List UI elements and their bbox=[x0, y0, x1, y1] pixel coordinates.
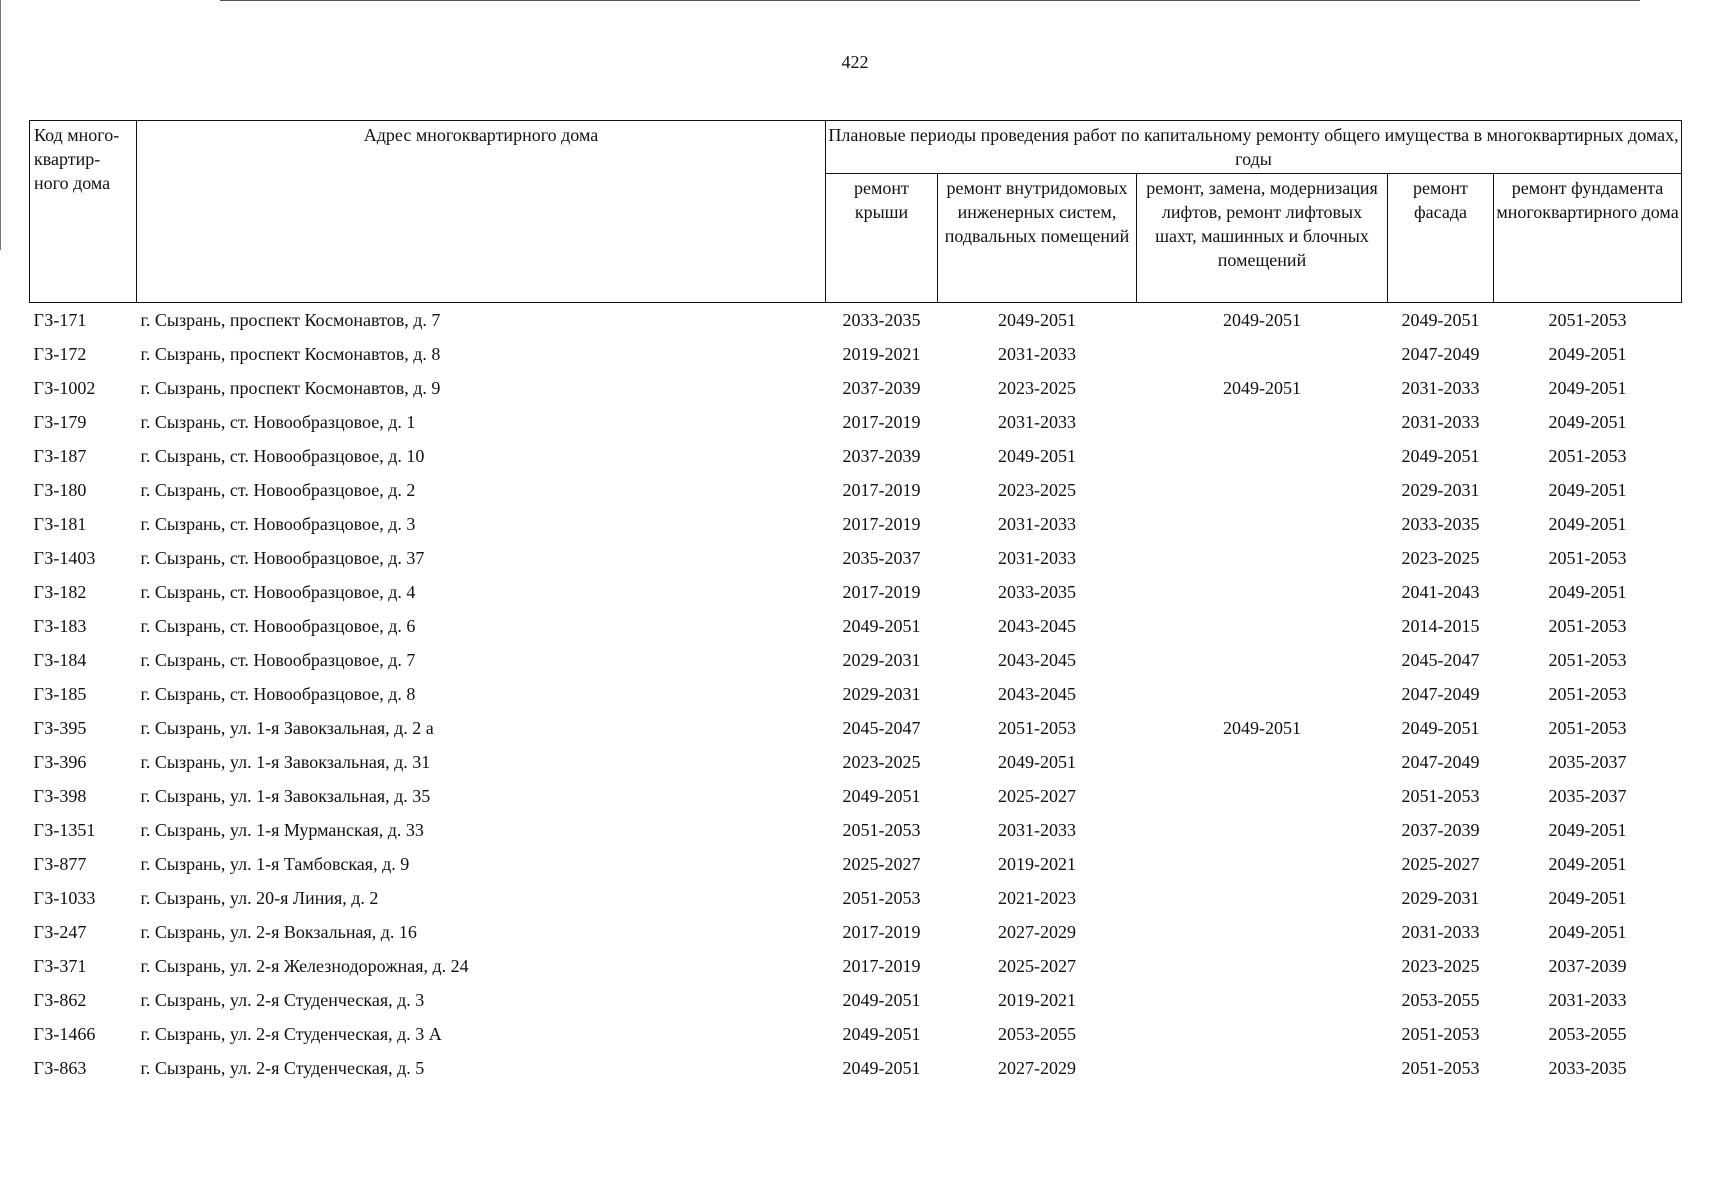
cell-foundation: 2035-2037 bbox=[1548, 751, 1627, 772]
cell-code: ГЗ-371 bbox=[33, 955, 87, 976]
cell-lift: 2049-2051 bbox=[1223, 377, 1301, 398]
scan-edge-left bbox=[0, 0, 1, 250]
cell-lift bbox=[1137, 643, 1388, 677]
cell-lift bbox=[1137, 439, 1388, 473]
cell-code: ГЗ-187 bbox=[33, 445, 87, 466]
cell-code: ГЗ-863 bbox=[33, 1057, 87, 1078]
cell-address: г. Сызрань, ул. 2-я Студенческая, д. 3 А bbox=[140, 1023, 442, 1044]
scan-edge-top bbox=[220, 0, 1640, 1]
cell-engineering: 2031-2033 bbox=[998, 411, 1076, 432]
cell-engineering: 2031-2033 bbox=[998, 513, 1076, 534]
header-address: Адрес многоквартирного дома bbox=[137, 121, 826, 303]
table-row bbox=[30, 609, 1682, 643]
cell-address: г. Сызрань, ул. 1-я Завокзальная, д. 31 bbox=[140, 751, 431, 772]
cell-address: г. Сызрань, ст. Новообразцовое, д. 2 bbox=[140, 479, 416, 500]
header-roof-repair: ремонт крыши bbox=[826, 174, 938, 303]
cell-foundation: 2037-2039 bbox=[1548, 955, 1627, 976]
cell-foundation: 2049-2051 bbox=[1548, 853, 1627, 874]
cell-facade: 2031-2033 bbox=[1401, 377, 1480, 398]
cell-foundation: 2051-2053 bbox=[1548, 615, 1627, 636]
cell-facade: 2047-2049 bbox=[1401, 751, 1480, 772]
cell-roof: 2017-2019 bbox=[842, 411, 921, 432]
table-row bbox=[30, 711, 1682, 745]
table-body bbox=[30, 303, 1682, 1086]
table-row bbox=[30, 1017, 1682, 1051]
cell-address: г. Сызрань, ст. Новообразцовое, д. 6 bbox=[140, 615, 416, 636]
repair-schedule-table bbox=[29, 120, 1682, 1085]
cell-code: ГЗ-184 bbox=[33, 649, 87, 670]
cell-foundation: 2049-2051 bbox=[1548, 887, 1627, 908]
cell-address: г. Сызрань, ул. 1-я Мурманская, д. 33 bbox=[140, 819, 424, 840]
cell-foundation: 2049-2051 bbox=[1548, 343, 1627, 364]
table-row bbox=[30, 473, 1682, 507]
table-row bbox=[30, 881, 1682, 915]
cell-roof: 2035-2037 bbox=[842, 547, 921, 568]
cell-foundation: 2033-2035 bbox=[1548, 1057, 1627, 1078]
cell-foundation: 2049-2051 bbox=[1548, 377, 1627, 398]
cell-lift bbox=[1137, 609, 1388, 643]
cell-facade: 2014-2015 bbox=[1401, 615, 1480, 636]
cell-lift bbox=[1137, 1051, 1388, 1085]
cell-address: г. Сызрань, проспект Космонавтов, д. 7 bbox=[140, 309, 441, 330]
table-row bbox=[30, 1051, 1682, 1085]
cell-foundation: 2051-2053 bbox=[1548, 309, 1627, 330]
table-row bbox=[30, 541, 1682, 575]
cell-engineering: 2019-2021 bbox=[998, 853, 1076, 874]
cell-roof: 2025-2027 bbox=[842, 853, 921, 874]
table-row bbox=[30, 439, 1682, 473]
cell-engineering: 2043-2045 bbox=[998, 683, 1076, 704]
cell-code: ГЗ-398 bbox=[33, 785, 87, 806]
cell-roof: 2029-2031 bbox=[842, 683, 921, 704]
cell-address: г. Сызрань, проспект Космонавтов, д. 9 bbox=[140, 377, 441, 398]
cell-address: г. Сызрань, ст. Новообразцовое, д. 4 bbox=[140, 581, 416, 602]
cell-engineering: 2031-2033 bbox=[998, 547, 1076, 568]
cell-foundation: 2051-2053 bbox=[1548, 445, 1627, 466]
cell-facade: 2025-2027 bbox=[1401, 853, 1480, 874]
cell-code: ГЗ-1403 bbox=[33, 547, 96, 568]
cell-facade: 2051-2053 bbox=[1401, 785, 1480, 806]
cell-roof: 2049-2051 bbox=[842, 615, 921, 636]
cell-address: г. Сызрань, ул. 2-я Студенческая, д. 5 bbox=[140, 1057, 425, 1078]
cell-code: ГЗ-185 bbox=[33, 683, 87, 704]
cell-roof: 2023-2025 bbox=[842, 751, 921, 772]
cell-engineering: 2043-2045 bbox=[998, 615, 1076, 636]
cell-lift bbox=[1137, 983, 1388, 1017]
cell-facade: 2047-2049 bbox=[1401, 343, 1480, 364]
cell-lift bbox=[1137, 541, 1388, 575]
cell-lift bbox=[1137, 915, 1388, 949]
cell-code: ГЗ-181 bbox=[33, 513, 87, 534]
cell-facade: 2053-2055 bbox=[1401, 989, 1480, 1010]
cell-foundation: 2049-2051 bbox=[1548, 513, 1627, 534]
cell-code: ГЗ-179 bbox=[33, 411, 87, 432]
cell-lift: 2049-2051 bbox=[1223, 717, 1301, 738]
cell-address: г. Сызрань, ул. 2-я Железнодорожная, д. 24 bbox=[140, 955, 469, 976]
table-row bbox=[30, 949, 1682, 983]
cell-engineering: 2031-2033 bbox=[998, 819, 1076, 840]
header-lift-repair: ремонт, замена, модернизация лифтов, ремонт лифтовых шахт, машинных и блочных помещений bbox=[1137, 174, 1388, 303]
cell-engineering: 2031-2033 bbox=[998, 343, 1076, 364]
cell-roof: 2019-2021 bbox=[842, 343, 921, 364]
cell-address: г. Сызрань, ст. Новообразцовое, д. 1 bbox=[140, 411, 416, 432]
cell-lift bbox=[1137, 847, 1388, 881]
cell-code: ГЗ-247 bbox=[33, 921, 87, 942]
cell-engineering: 2049-2051 bbox=[998, 751, 1076, 772]
cell-roof: 2029-2031 bbox=[842, 649, 921, 670]
cell-lift bbox=[1137, 813, 1388, 847]
cell-code: ГЗ-1466 bbox=[33, 1023, 96, 1044]
cell-foundation: 2053-2055 bbox=[1548, 1023, 1627, 1044]
table-row bbox=[30, 813, 1682, 847]
cell-foundation: 2051-2053 bbox=[1548, 717, 1627, 738]
cell-address: г. Сызрань, ст. Новообразцовое, д. 8 bbox=[140, 683, 416, 704]
cell-facade: 2047-2049 bbox=[1401, 683, 1480, 704]
cell-code: ГЗ-1002 bbox=[33, 377, 96, 398]
cell-facade: 2023-2025 bbox=[1401, 955, 1480, 976]
cell-code: ГЗ-172 bbox=[33, 343, 87, 364]
cell-lift bbox=[1137, 677, 1388, 711]
cell-engineering: 2049-2051 bbox=[998, 445, 1076, 466]
cell-lift bbox=[1137, 779, 1388, 813]
cell-facade: 2037-2039 bbox=[1401, 819, 1480, 840]
cell-roof: 2045-2047 bbox=[842, 717, 921, 738]
cell-code: ГЗ-182 bbox=[33, 581, 87, 602]
cell-foundation: 2049-2051 bbox=[1548, 411, 1627, 432]
cell-roof: 2033-2035 bbox=[842, 309, 921, 330]
cell-code: ГЗ-1351 bbox=[33, 819, 96, 840]
cell-facade: 2051-2053 bbox=[1401, 1057, 1480, 1078]
cell-code: ГЗ-877 bbox=[33, 853, 87, 874]
cell-lift bbox=[1137, 337, 1388, 371]
cell-engineering: 2033-2035 bbox=[998, 581, 1076, 602]
cell-facade: 2029-2031 bbox=[1401, 887, 1480, 908]
cell-code: ГЗ-395 bbox=[33, 717, 87, 738]
cell-facade: 2033-2035 bbox=[1401, 513, 1480, 534]
table-row bbox=[30, 915, 1682, 949]
cell-facade: 2051-2053 bbox=[1401, 1023, 1480, 1044]
cell-lift bbox=[1137, 1017, 1388, 1051]
cell-facade: 2023-2025 bbox=[1401, 547, 1480, 568]
cell-facade: 2041-2043 bbox=[1401, 581, 1480, 602]
header-engineering-repair: ремонт внутридомовых инженерных систем, подвальных помещений bbox=[938, 174, 1137, 303]
cell-foundation: 2051-2053 bbox=[1548, 547, 1627, 568]
cell-foundation: 2049-2051 bbox=[1548, 479, 1627, 500]
cell-foundation: 2051-2053 bbox=[1548, 649, 1627, 670]
cell-roof: 2049-2051 bbox=[842, 1057, 921, 1078]
cell-facade: 2031-2033 bbox=[1401, 411, 1480, 432]
cell-engineering: 2019-2021 bbox=[998, 989, 1076, 1010]
table-row bbox=[30, 677, 1682, 711]
cell-address: г. Сызрань, ст. Новообразцовое, д. 7 bbox=[140, 649, 416, 670]
header-facade-repair: ремонт фасада bbox=[1388, 174, 1494, 303]
cell-engineering: 2027-2029 bbox=[998, 1057, 1076, 1078]
cell-lift: 2049-2051 bbox=[1223, 309, 1301, 330]
cell-engineering: 2023-2025 bbox=[998, 377, 1076, 398]
header-planned-periods: Плановые периоды проведения работ по капитальному ремонту общего имущества в многоквартирных домах, годы bbox=[826, 121, 1682, 174]
cell-address: г. Сызрань, ул. 1-я Тамбовская, д. 9 bbox=[140, 853, 410, 874]
cell-roof: 2017-2019 bbox=[842, 513, 921, 534]
cell-engineering: 2051-2053 bbox=[998, 717, 1076, 738]
cell-code: ГЗ-862 bbox=[33, 989, 87, 1010]
table-row bbox=[30, 405, 1682, 439]
cell-facade: 2031-2033 bbox=[1401, 921, 1480, 942]
cell-code: ГЗ-180 bbox=[33, 479, 87, 500]
cell-code: ГЗ-183 bbox=[33, 615, 87, 636]
cell-engineering: 2049-2051 bbox=[998, 309, 1076, 330]
cell-roof: 2017-2019 bbox=[842, 921, 921, 942]
cell-lift bbox=[1137, 405, 1388, 439]
table-row bbox=[30, 507, 1682, 541]
cell-roof: 2017-2019 bbox=[842, 955, 921, 976]
cell-foundation: 2035-2037 bbox=[1548, 785, 1627, 806]
cell-roof: 2017-2019 bbox=[842, 581, 921, 602]
cell-address: г. Сызрань, ст. Новообразцовое, д. 37 bbox=[140, 547, 425, 568]
cell-foundation: 2049-2051 bbox=[1548, 819, 1627, 840]
table-row bbox=[30, 643, 1682, 677]
cell-engineering: 2025-2027 bbox=[998, 785, 1076, 806]
cell-engineering: 2053-2055 bbox=[998, 1023, 1076, 1044]
cell-engineering: 2043-2045 bbox=[998, 649, 1076, 670]
cell-lift bbox=[1137, 949, 1388, 983]
cell-address: г. Сызрань, проспект Космонавтов, д. 8 bbox=[140, 343, 441, 364]
cell-address: г. Сызрань, ул. 2-я Вокзальная, д. 16 bbox=[140, 921, 417, 942]
cell-foundation: 2031-2033 bbox=[1548, 989, 1627, 1010]
table-row bbox=[30, 779, 1682, 813]
cell-roof: 2017-2019 bbox=[842, 479, 921, 500]
cell-address: г. Сызрань, ул. 20-я Линия, д. 2 bbox=[140, 887, 379, 908]
table-row bbox=[30, 337, 1682, 371]
cell-lift bbox=[1137, 575, 1388, 609]
cell-foundation: 2051-2053 bbox=[1548, 683, 1627, 704]
cell-code: ГЗ-396 bbox=[33, 751, 87, 772]
cell-foundation: 2049-2051 bbox=[1548, 581, 1627, 602]
cell-roof: 2037-2039 bbox=[842, 445, 921, 466]
cell-lift bbox=[1137, 881, 1388, 915]
cell-facade: 2049-2051 bbox=[1401, 445, 1480, 466]
cell-roof: 2049-2051 bbox=[842, 989, 921, 1010]
table-row bbox=[30, 575, 1682, 609]
cell-facade: 2029-2031 bbox=[1401, 479, 1480, 500]
cell-roof: 2049-2051 bbox=[842, 1023, 921, 1044]
cell-roof: 2037-2039 bbox=[842, 377, 921, 398]
cell-engineering: 2027-2029 bbox=[998, 921, 1076, 942]
table-row bbox=[30, 303, 1682, 338]
cell-address: г. Сызрань, ул. 1-я Завокзальная, д. 2 а bbox=[140, 717, 434, 738]
cell-roof: 2051-2053 bbox=[842, 887, 921, 908]
cell-address: г. Сызрань, ст. Новообразцовое, д. 3 bbox=[140, 513, 416, 534]
cell-code: ГЗ-171 bbox=[33, 309, 87, 330]
table-row bbox=[30, 847, 1682, 881]
table-row bbox=[30, 745, 1682, 779]
cell-facade: 2049-2051 bbox=[1401, 717, 1480, 738]
header-foundation-repair: ремонт фундамента многоквартирного дома bbox=[1494, 174, 1682, 303]
cell-lift bbox=[1137, 473, 1388, 507]
cell-engineering: 2023-2025 bbox=[998, 479, 1076, 500]
cell-roof: 2049-2051 bbox=[842, 785, 921, 806]
cell-lift bbox=[1137, 507, 1388, 541]
cell-engineering: 2025-2027 bbox=[998, 955, 1076, 976]
header-code: Код много-квартир-ного дома bbox=[30, 121, 137, 303]
cell-address: г. Сызрань, ул. 2-я Студенческая, д. 3 bbox=[140, 989, 425, 1010]
cell-facade: 2049-2051 bbox=[1401, 309, 1480, 330]
cell-address: г. Сызрань, ст. Новообразцовое, д. 10 bbox=[140, 445, 425, 466]
table-row bbox=[30, 983, 1682, 1017]
table-row bbox=[30, 371, 1682, 405]
cell-code: ГЗ-1033 bbox=[33, 887, 96, 908]
cell-facade: 2045-2047 bbox=[1401, 649, 1480, 670]
cell-engineering: 2021-2023 bbox=[998, 887, 1076, 908]
cell-roof: 2051-2053 bbox=[842, 819, 921, 840]
cell-foundation: 2049-2051 bbox=[1548, 921, 1627, 942]
page-number: 422 bbox=[841, 52, 869, 72]
cell-address: г. Сызрань, ул. 1-я Завокзальная, д. 35 bbox=[140, 785, 431, 806]
cell-lift bbox=[1137, 745, 1388, 779]
table-header bbox=[30, 121, 1682, 303]
